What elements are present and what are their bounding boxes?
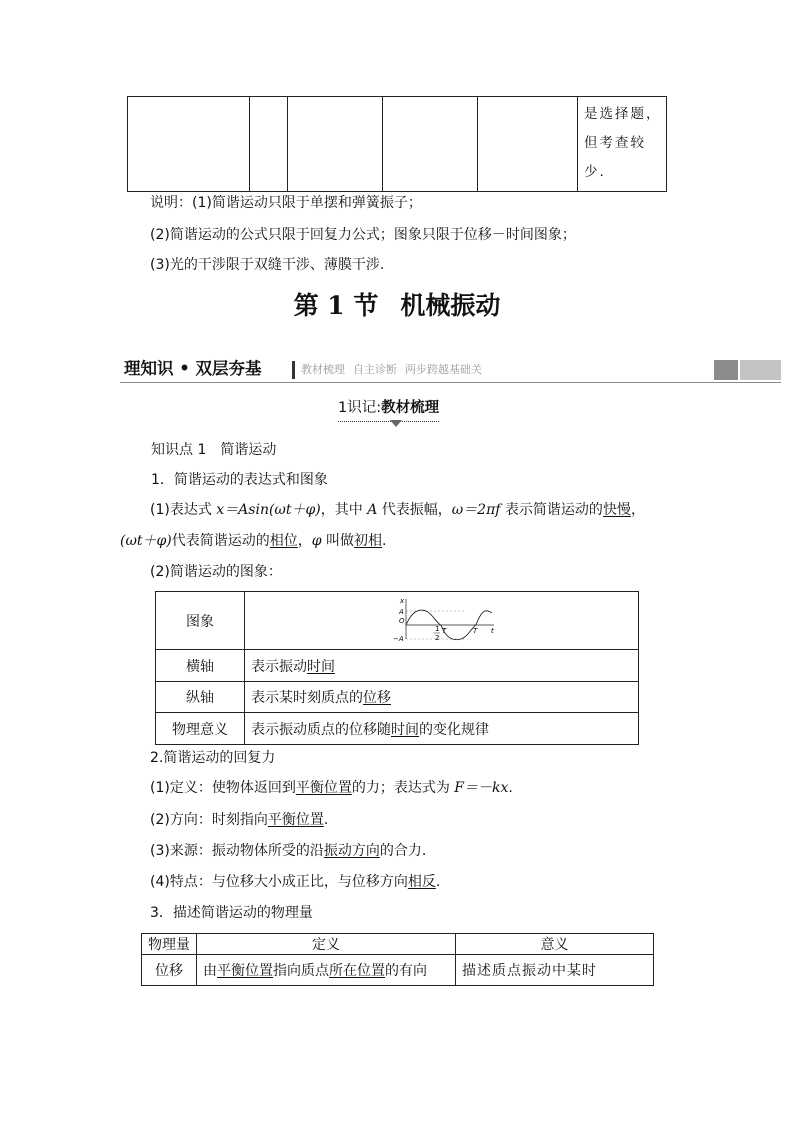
table-cell-content: 表示某时刻质点的位移	[245, 682, 639, 713]
top-table-cell	[128, 97, 250, 192]
note-line-2: (2)简谐运动的公式只限于回复力公式；图象只限于位移－时间图象；	[150, 227, 576, 243]
paragraph-graph-intro: (2)简谐运动的图象：	[150, 564, 282, 580]
table-header: 定义	[197, 934, 456, 955]
banner-subtitle	[301, 361, 482, 379]
graph-label-t: t	[491, 626, 494, 635]
graph-label-t2: T	[473, 626, 478, 635]
banner-divider	[292, 361, 295, 379]
graph-label-half-den: 2	[435, 633, 440, 642]
section-label-prefix: 1识记:	[338, 400, 382, 416]
sine-graph	[386, 595, 506, 647]
motion-graph-table	[155, 591, 639, 745]
item-source: (3)来源：振动物体所受的沿振动方向的合力.	[150, 843, 427, 859]
item-direction: (2)方向：时刻指向平衡位置.	[150, 812, 329, 828]
top-table-cell	[250, 97, 288, 192]
banner-block-light	[740, 360, 781, 380]
top-table-cell	[383, 97, 478, 192]
heading-2: 2.简谐运动的回复力	[150, 750, 276, 766]
top-table	[127, 96, 667, 192]
section-name: 机械振动	[400, 291, 501, 320]
table-cell: 位移	[142, 955, 197, 986]
table-cell: 由平衡位置指向质点所在位置的有向	[197, 955, 456, 986]
note-line: 但考查较	[584, 135, 646, 151]
table-header: 意义	[456, 934, 654, 955]
table-cell-label: 横轴	[156, 650, 245, 682]
paragraph-expression-2: (ωt＋φ)代表简谐运动的相位，φ 叫做初相.	[120, 533, 387, 549]
knowledge-point-title: 知识点 1 简谐运动	[151, 442, 277, 458]
graph-cell	[245, 592, 639, 650]
graph-label-neg-a: −A	[393, 634, 404, 643]
table-row	[142, 955, 654, 986]
banner-sub-item: 两步跨越基础关	[405, 363, 482, 376]
note-line: 少.	[584, 164, 606, 180]
table-cell-label: 纵轴	[156, 682, 245, 713]
table-cell-content: 表示振动时间	[245, 650, 639, 682]
table-row	[156, 592, 639, 650]
paragraph-expression-1: (1)表达式 x＝Asin(ωt＋φ)，其中 A 代表振幅，ω＝2πf 表示简谐运动的快慢，	[150, 502, 645, 518]
table-cell-label: 图象	[156, 592, 245, 650]
note-line: 是选择题，	[584, 106, 662, 122]
item-definition: (1)定义：使物体返回到平衡位置的力；表达式为 F＝－kx.	[150, 780, 513, 796]
banner-title: 理知识 • 双层夯基	[124, 359, 262, 378]
heading-3: 3．描述简谐运动的物理量	[150, 905, 313, 921]
physical-quantity-table	[141, 933, 654, 986]
banner-sub-item: 教材梳理	[301, 363, 345, 376]
table-row	[156, 713, 639, 745]
table-header-row	[142, 934, 654, 955]
table-cell: 描述质点振动中某时	[456, 955, 654, 986]
graph-label-x: x	[400, 596, 405, 605]
graph-label-a: A	[399, 607, 404, 616]
table-cell-content: 表示振动质点的位移随时间的变化规律	[245, 713, 639, 745]
section-banner	[120, 358, 781, 383]
graph-label-half-num: 1	[435, 624, 440, 633]
graph-label-o: O	[399, 616, 405, 625]
triangle-down-icon	[390, 420, 402, 427]
top-table-note-cell	[578, 97, 667, 192]
table-row	[156, 650, 639, 682]
note-line-3: (3)光的干涉限于双缝干涉、薄膜干涉.	[150, 257, 385, 273]
item-feature: (4)特点：与位移大小成正比，与位移方向相反.	[150, 874, 441, 890]
banner-sub-item: 自主诊断	[353, 363, 397, 376]
top-table-cell	[288, 97, 383, 192]
top-table-cell	[478, 97, 578, 192]
table-cell-label: 物理意义	[156, 713, 245, 745]
banner-block-dark	[714, 360, 738, 380]
section-number: 第 1 节	[293, 291, 379, 320]
section-label-bold: 教材梳理	[381, 400, 440, 416]
note-line-1: 说明：(1)简谐运动只限于单摆和弹簧振子；	[150, 195, 422, 211]
page-title	[0, 286, 794, 322]
table-row	[156, 682, 639, 713]
graph-label-t1: T	[442, 626, 447, 635]
table-header: 物理量	[142, 934, 197, 955]
heading-1: 1．简谐运动的表达式和图象	[151, 472, 328, 488]
section-label	[338, 398, 439, 422]
